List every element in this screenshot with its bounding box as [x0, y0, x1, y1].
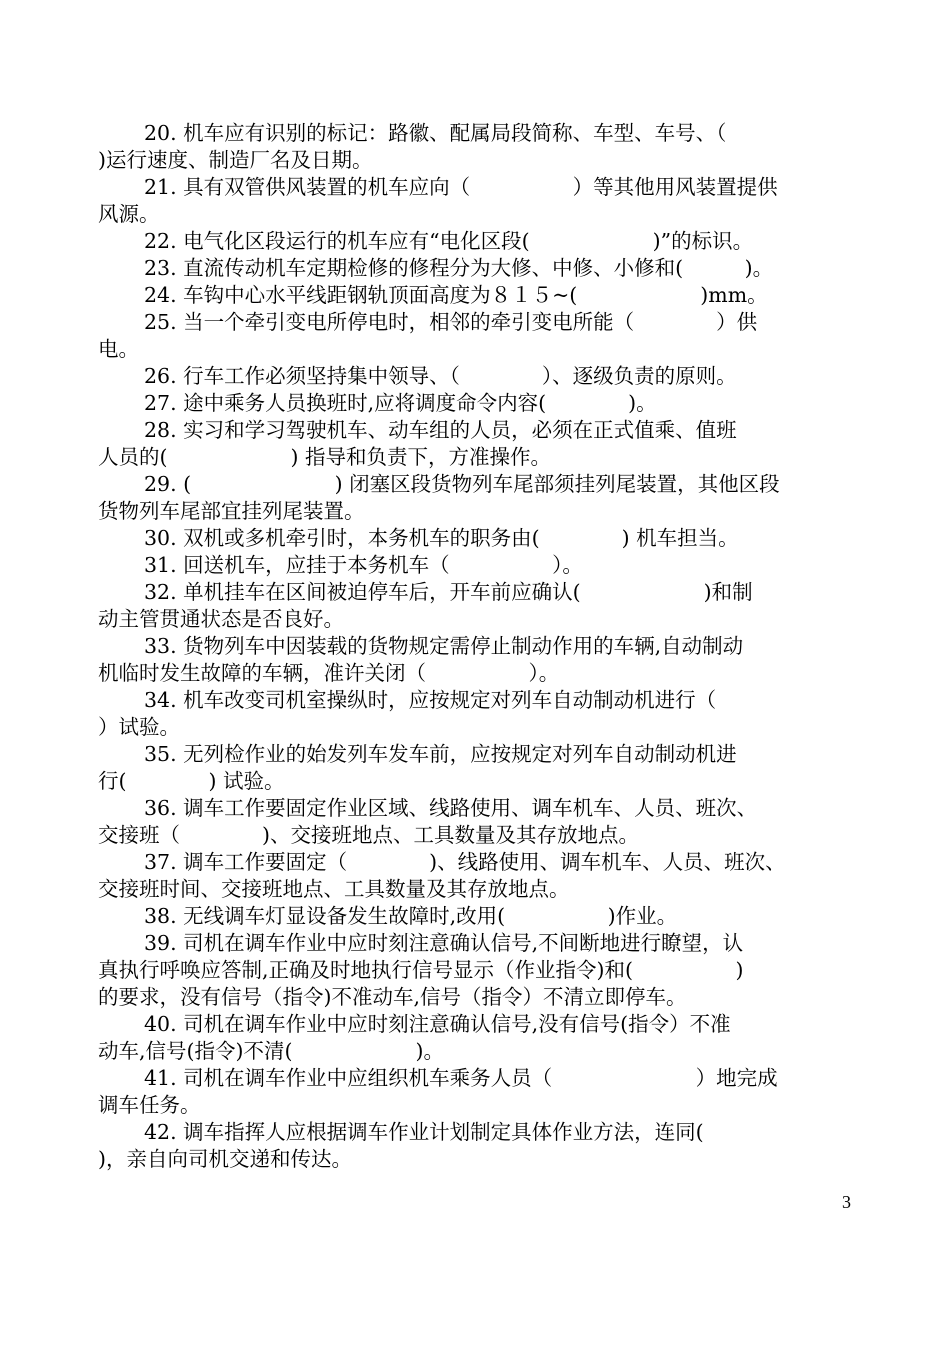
question-20-line-1: 20. 机车应有识别的标记：路徽、配属局段简称、车型、车号、（: [144, 121, 727, 145]
question-28-line-2: 人员的( ) 指导和负责下，方准操作。: [98, 445, 552, 469]
question-33-line-2: 机临时发生故障的车辆，准许关闭（ ）。: [98, 661, 560, 685]
question-30-line-1: 30. 双机或多机牵引时，本务机车的职务由( ) 机车担当。: [144, 526, 739, 550]
question-32-line-1: 32. 单机挂车在区间被迫停车后，开车前应确认( )和制: [144, 580, 753, 604]
question-29-line-2: 货物列车尾部宜挂列尾装置。: [98, 499, 365, 523]
question-33-line-1: 33. 货物列车中因装载的货物规定需停止制动作用的车辆,自动制动: [144, 634, 744, 658]
question-20-line-2: )运行速度、制造厂名及日期。: [98, 148, 373, 172]
question-23-line-1: 23. 直流传动机车定期检修的修程分为大修、中修、小修和( )。: [144, 256, 774, 280]
question-34-line-2: ）试验。: [98, 715, 180, 739]
question-40-line-1: 40. 司机在调车作业中应时刻注意确认信号,没有信号(指令）不准: [144, 1012, 731, 1036]
question-36-line-2: 交接班（ )、交接班地点、工具数量及其存放地点。: [98, 823, 639, 847]
question-31-line-1: 31. 回送机车，应挂于本务机车（ ）。: [144, 553, 583, 577]
question-21-line-2: 风源。: [98, 202, 160, 226]
question-37-line-2: 交接班时间、交接班地点、工具数量及其存放地点。: [98, 877, 570, 901]
question-25-line-1: 25. 当一个牵引变电所停电时，相邻的牵引变电所能（ ）供: [144, 310, 758, 334]
question-35-line-1: 35. 无列检作业的始发列车发车前，应按规定对列车自动制动机进: [144, 742, 737, 766]
question-39-line-3: 的要求，没有信号（指令)不准动车,信号（指令）不清立即停车。: [98, 985, 687, 1009]
question-24-line-1: 24. 车钩中心水平线距钢轨顶面高度为８１５~( )mm。: [144, 283, 768, 307]
question-39-line-2: 真执行呼唤应答制,正确及时地执行信号显示（作业指令)和( ): [98, 958, 744, 982]
page-number: 3: [842, 1192, 851, 1212]
question-28-line-1: 28. 实习和学习驾驶机车、动车组的人员，必须在正式值乘、值班: [144, 418, 737, 442]
question-42-line-1: 42. 调车指挥人应根据调车作业计划制定具体作业方法，连同(: [144, 1120, 704, 1144]
question-36-line-1: 36. 调车工作要固定作业区域、线路使用、调车机车、人员、班次、: [144, 796, 758, 820]
question-27-line-1: 27. 途中乘务人员换班时,应将调度命令内容( )。: [144, 391, 657, 415]
question-37-line-1: 37. 调车工作要固定（ )、线路使用、调车机车、人员、班次、: [144, 850, 786, 874]
question-list: [98, 120, 868, 1173]
question-40-line-2: 动车,信号(指令)不清( )。: [98, 1039, 445, 1063]
question-25-line-2: 电。: [98, 337, 139, 361]
question-29-line-1: 29. ( ) 闭塞区段货物列车尾部须挂列尾装置，其他区段: [144, 472, 780, 496]
question-21-line-1: 21. 具有双管供风装置的机车应向（ ）等其他用风装置提供: [144, 175, 778, 199]
question-35-line-2: 行( ) 试验。: [98, 769, 285, 793]
question-41-line-2: 调车任务。: [98, 1093, 201, 1117]
question-39-line-1: 39. 司机在调车作业中应时刻注意确认信号,不间断地进行瞭望，认: [144, 931, 744, 955]
question-22-line-1: 22. 电气化区段运行的机车应有“电化区段( )”的标识。: [144, 229, 754, 253]
question-26-line-1: 26. 行车工作必须坚持集中领导、（ ）、逐级负责的原则。: [144, 364, 737, 388]
question-32-line-2: 动主管贯通状态是否良好。: [98, 607, 344, 631]
question-34-line-1: 34. 机车改变司机室操纵时，应按规定对列车自动制动机进行（: [144, 688, 717, 712]
question-42-line-2: )，亲自向司机交递和传达。: [98, 1147, 352, 1171]
question-38-line-1: 38. 无线调车灯显设备发生故障时,改用( )作业。: [144, 904, 678, 928]
question-41-line-1: 41. 司机在调车作业中应组织机车乘务人员（ ）地完成: [144, 1066, 778, 1090]
